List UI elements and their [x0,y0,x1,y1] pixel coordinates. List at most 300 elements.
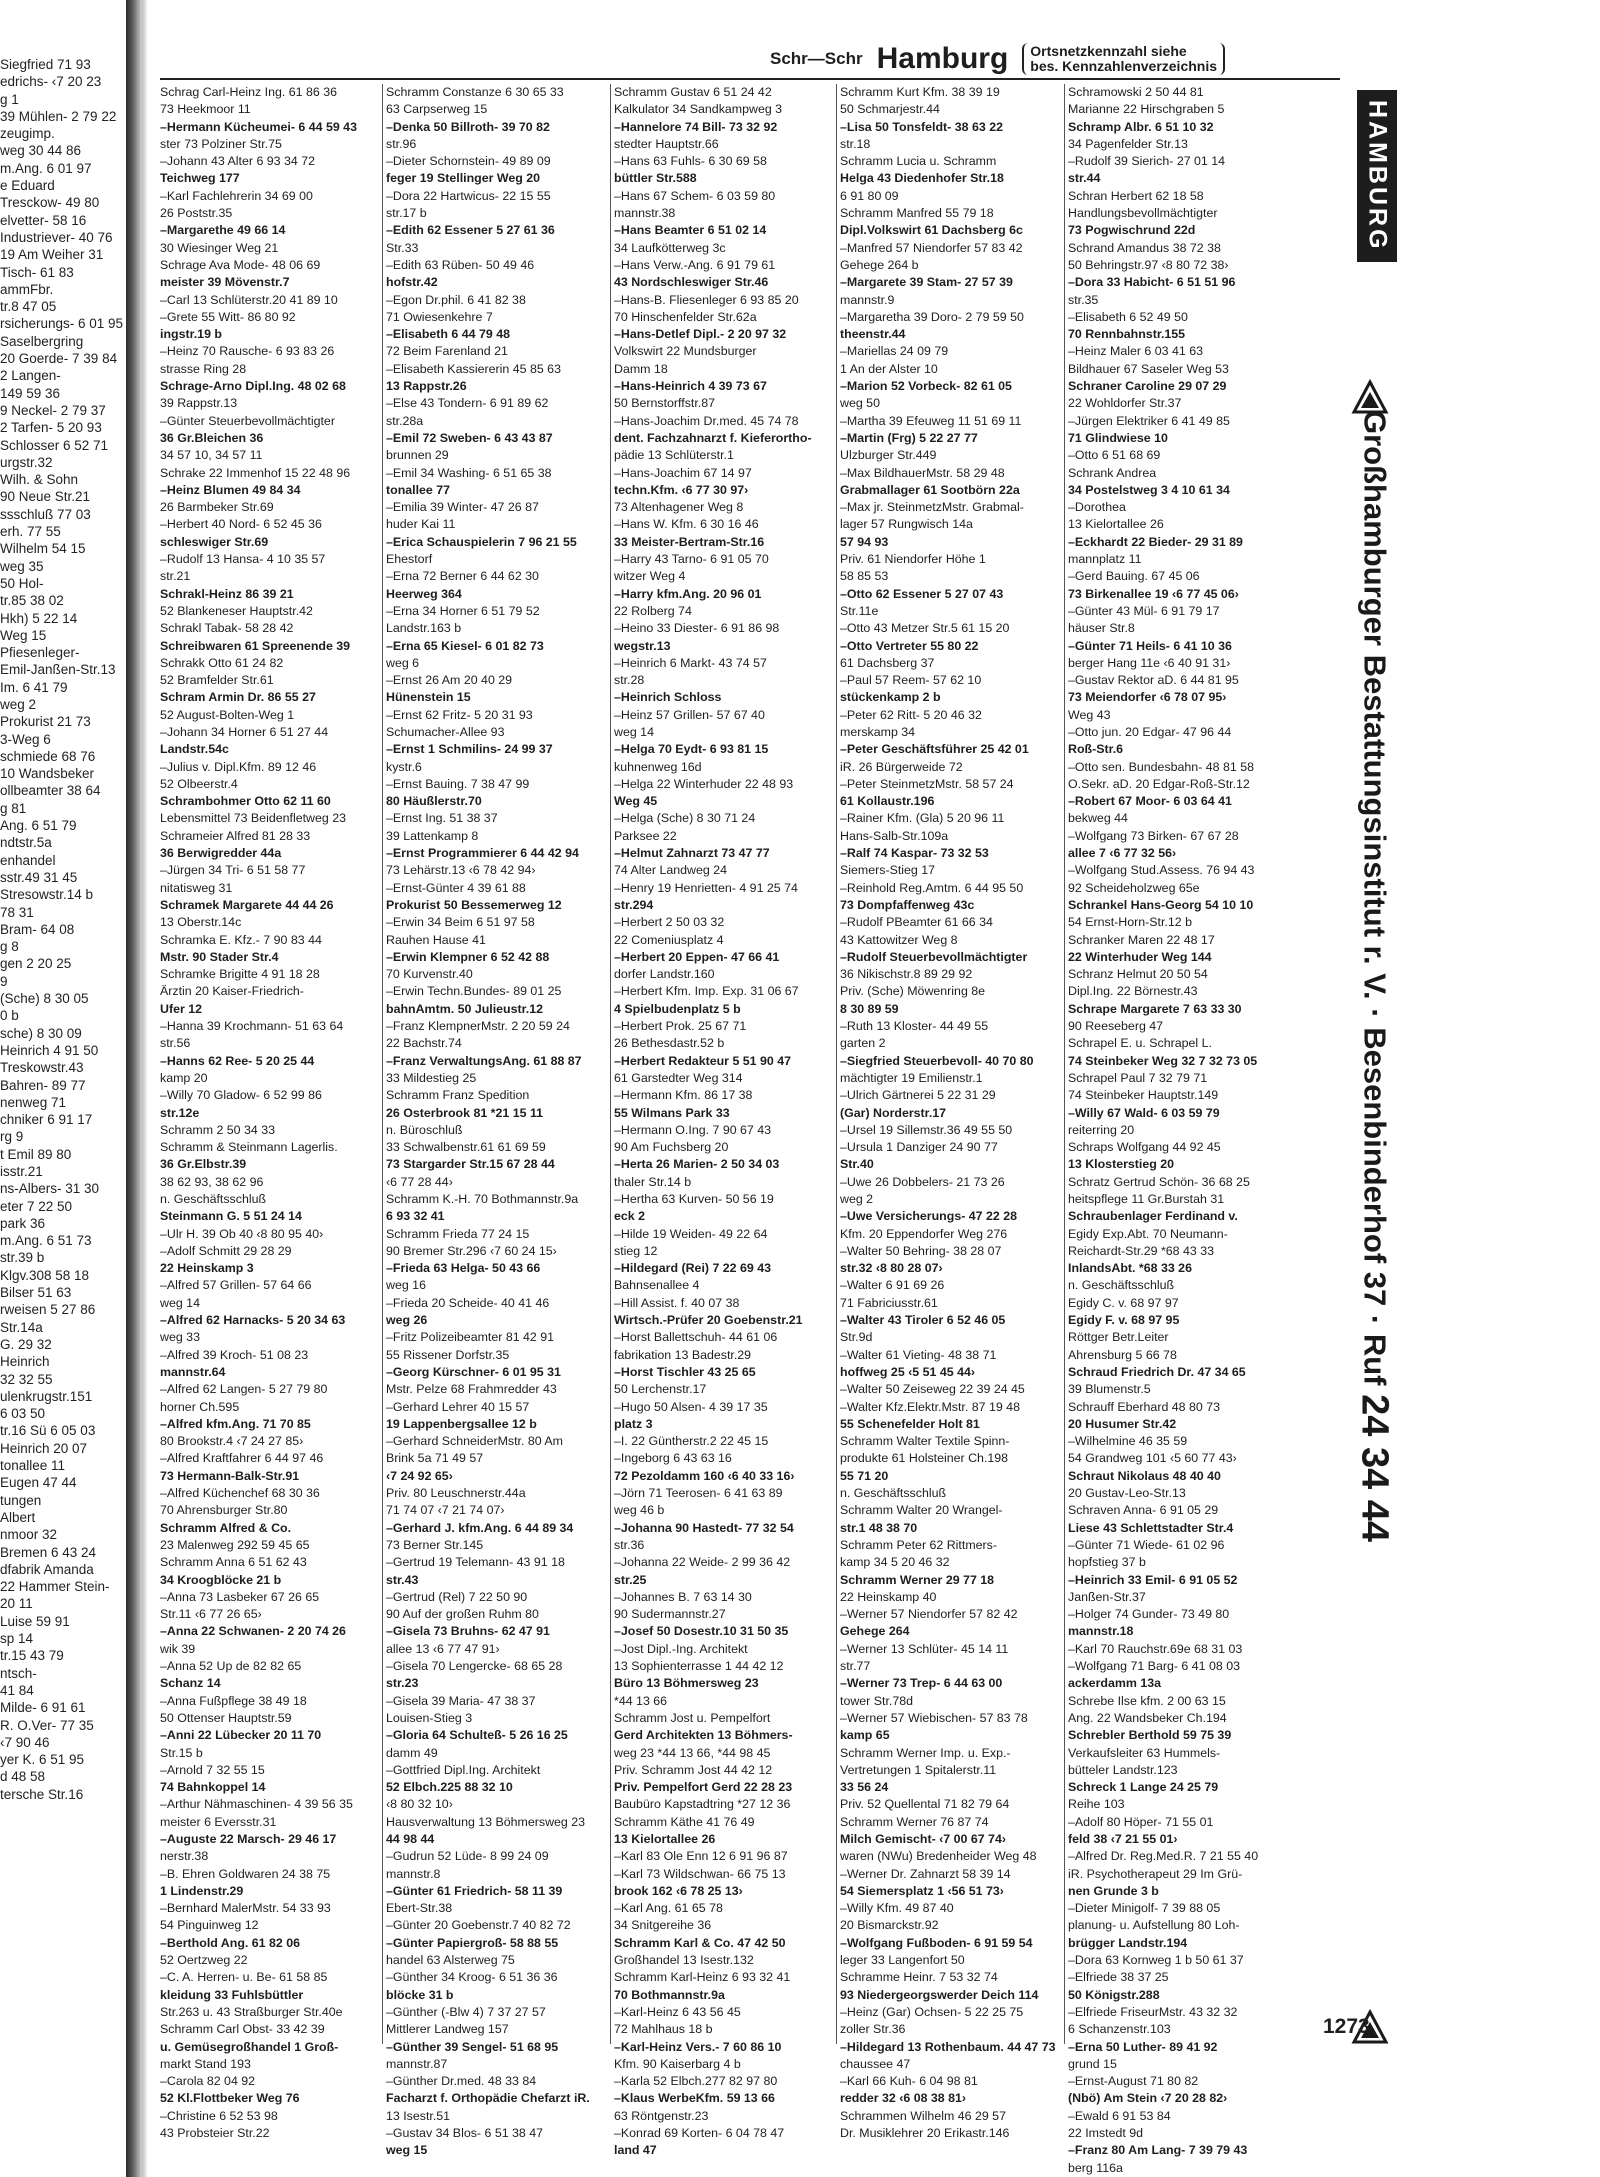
listing-entry-line: Schran Herbert 62 18 58 [1068,188,1204,203]
previous-page-line: ‹7 90 46 [0,1734,50,1750]
listing-entry-line: 44 98 44 [386,1831,435,1846]
listing-entry-line: –Bernhard MalerMstr. 54 33 93 [160,1901,331,1916]
listing-entry-line: Schramm Werner 76 87 74 [840,1814,989,1829]
listing-entry-line: hofstr.42 [386,275,438,290]
listing-entry-line: leger 33 Langenfort 50 [840,1953,965,1968]
listing-entry-line: kystr.6 [386,759,422,774]
listing-entry-line: 55 Schenefelder Holt 81 [840,1416,980,1431]
listing-entry-line: –Hildegard (Rei) 7 22 69 43 [614,1261,772,1276]
listing-entry-line: mannstr.64 [160,1364,226,1379]
listing-entry-line: –Edith 62 Essener 5 27 61 36 [386,223,555,238]
listing-entry-line: –Elisabeth Kassiererin 45 85 63 [386,361,561,376]
listing-entry-line: ingstr.19 b [160,327,222,342]
listing-entry-line: –Josef 50 Dosestr.10 31 50 35 [614,1624,789,1639]
listing-entry-line: horner Ch.595 [160,1399,240,1414]
previous-page-line: (Sche) 8 30 05 [0,991,89,1007]
column-divider [382,84,383,2044]
listing-entry-line: –Konrad 69 Korten- 6 04 78 47 [614,2126,785,2141]
listing-entry-line: Schramm Frieda 77 24 15 [386,1226,530,1241]
previous-page-line: Bahren- 89 77 [0,1077,86,1093]
listing-entry-line: produkte 61 Holsteiner Ch.198 [840,1451,1009,1466]
listing-entry-line: –Emil 72 Sweben- 6 43 43 87 [386,430,553,445]
listing-entry-line: weg 15 [386,2143,428,2158]
listing-entry-line: –Hans-Joachim Dr.med. 45 74 78 [614,413,799,428]
listing-column-1 [160,84,380,2141]
listing-entry-line: Landstr.54c [160,742,229,757]
listing-entry-line: str.12e [160,1105,200,1120]
listing-entry-line: –Anni 22 Lübecker 20 11 70 [160,1728,322,1743]
listing-entry-line: –Hugo 50 Alsen- 4 39 17 35 [614,1399,768,1414]
listing-entry-line: Schram Armin Dr. 86 55 27 [160,690,316,705]
listing-entry-line: –Hans-Heinrich 4 39 73 67 [614,379,767,394]
listing-entry-line: –Karl 83 Ole Enn 12 6 91 96 87 [614,1849,788,1864]
listing-entry-line: waren (NWu) Bredenheider Weg 48 [840,1849,1037,1864]
previous-page-line: Bremen 6 43 24 [0,1544,97,1560]
listing-entry-line: Schramm Franz Spedition [386,1088,530,1103]
listing-column-2 [386,84,608,2158]
listing-entry-line: Schrape Margarete 7 63 33 30 [1068,1001,1242,1016]
previous-page-line: tr.15 43 79 [0,1648,64,1664]
listing-entry-line: –Günther 39 Sengel- 51 68 95 [386,2039,559,2054]
listing-entry-line: Schrage Ava Mode- 48 06 69 [160,257,321,272]
listing-entry-line: str.32 ‹8 80 28 07› [840,1261,943,1276]
listing-entry-line: –Willy 70 Gladow- 6 52 99 86 [160,1088,322,1103]
listing-entry-line: –Anna 73 Lasbeker 67 26 65 [160,1589,320,1604]
listing-entry-line: –Gustav 34 Blos- 6 51 38 47 [386,2126,544,2141]
listing-entry-line: Verkaufsleiter 63 Hummels- [1068,1745,1221,1760]
listing-entry-line: strasse Ring 28 [160,361,247,376]
previous-page-line: tonallee 11 [0,1458,66,1474]
listing-entry-line: str.18 [840,136,871,151]
previous-page-line: 20 Goerde- 7 39 84 [0,351,118,367]
listing-entry-line: Prokurist 50 Bessemerweg 12 [386,897,562,912]
listing-entry-line: str.36 [614,1537,645,1552]
alphabet-range: Schr—Schr [770,49,863,68]
listing-entry-line: –Gisela 39 Maria- 47 38 37 [386,1693,536,1708]
listing-entry-line: 13 Kielortallee 26 [1068,517,1164,532]
listing-entry-line: –Günter 71 Wiede- 61 02 96 [1068,1537,1225,1552]
listing-entry-line: –Julius v. Dipl.Kfm. 89 12 46 [160,759,317,774]
listing-entry-line: 33 Meister-Bertram-Str.16 [614,534,765,549]
listing-entry-line: 71 Glindwiese 10 [1068,430,1168,445]
listing-entry-line: –Uwe Versicherungs- 47 22 28 [840,1209,1018,1224]
listing-entry-line: –Alfred kfm.Ang. 71 70 85 [160,1416,311,1431]
listing-entry-line: weg 33 [160,1330,200,1345]
listing-entry-line: –Hill Assist. f. 40 07 38 [614,1295,740,1310]
listing-entry-line: Kfm. 20 Eppendorfer Weg 276 [840,1226,1008,1241]
listing-entry-line: Schrake 22 Immenhof 15 22 48 96 [160,465,351,480]
listing-entry-line: Schratz Gertrud Schön- 36 68 25 [1068,1174,1250,1189]
header-rule [160,78,1340,80]
listing-entry-line: 70 Kurvenstr.40 [386,967,473,982]
listing-entry-line: –Horst Ballettschuh- 44 61 06 [614,1330,778,1345]
listing-entry-line: Röttger Betr.Leiter [1068,1330,1169,1345]
listing-entry-line: Schrameier Alfred 81 28 33 [160,828,311,843]
listing-entry-line: 13 Kielortallee 26 [614,1831,716,1846]
listing-entry-line: –Ernst 62 Fritz- 5 20 31 93 [386,707,533,722]
listing-entry-line: –Adolf 80 Höper- 71 55 01 [1068,1814,1214,1829]
listing-entry-line: 90 Am Fuchsberg 20 [614,1140,729,1155]
header-note-line-2: bes. Kennzahlenverzeichnis [1030,58,1218,74]
listing-entry-line: Handlungsbevollmächtigter [1068,206,1218,221]
listing-entry-line: huder Kai 11 [386,517,456,532]
listing-entry-line: 72 Beim Farenland 21 [386,344,508,359]
previous-page-line: 3-Weg 6 [0,731,51,747]
listing-entry-line: Schramm Jost u. Pempelfort [614,1710,771,1725]
listing-entry-line: 74 Alter Landweg 24 [614,863,727,878]
listing-entry-line: 50 Königstr.288 [1068,1987,1160,2002]
listing-entry-line: weg 6 [386,655,420,670]
listing-entry-line: Schrakk Otto 61 24 82 [160,655,284,670]
ad-phone-number: 24 34 44 [1353,1394,1396,1543]
listing-entry-line: –Günther 34 Kroog- 6 51 36 36 [386,1970,558,1985]
listing-entry-line: Bildhauer 67 Saseler Weg 53 [1068,361,1229,376]
listing-entry-line: Louisen-Stieg 3 [386,1710,473,1725]
listing-entry-line: 13 Rappstr.26 [386,379,467,394]
listing-entry-line: 13 Isestr.51 [386,2108,451,2123]
header-note [1022,43,1225,75]
listing-entry-line: 34 Laufkötterweg 3c [614,240,726,255]
listing-entry-line: Schrauff Eberhard 48 80 73 [1068,1399,1221,1414]
listing-entry-line: –Ulrich Gärtnerei 5 22 31 29 [840,1088,996,1103]
listing-entry-line: weg 46 b [614,1503,665,1518]
listing-entry-line: 73 Hermann-Balk-Str.91 [160,1468,300,1483]
listing-entry-line: 54 Pinguinweg 12 [160,1918,259,1933]
listing-entry-line: –Günter 43 Mül- 6 91 79 17 [1068,603,1220,618]
listing-entry-line: –Dieter Schornstein- 49 89 09 [386,154,551,169]
listing-entry-line: –Peter SteinmetzMstr. 58 57 24 [840,776,1014,791]
previous-page-line: Str.14a [0,1319,43,1335]
listing-entry-line: –Arnold 7 32 55 15 [160,1762,265,1777]
listing-entry-line: stieg 12 [614,1243,658,1258]
listing-entry-line: –Erna 34 Horner 6 51 79 52 [386,603,540,618]
listing-entry-line: –Heinz 57 Grillen- 57 67 40 [614,707,765,722]
listing-entry-line: 61 Dachsberg 37 [840,655,935,670]
listing-entry-line: 43 Probsteier Str.22 [160,2126,270,2141]
listing-entry-line: –Alfred Küchenchef 68 30 36 [160,1486,320,1501]
previous-page-line: 2 Tarfen- 5 20 93 [0,420,102,436]
listing-entry-line: garten 2 [840,1036,886,1051]
listing-entry-line: Schrakl Tabak- 58 28 42 [160,621,294,636]
listing-entry-line: Grabmallager 61 Sootbörn 22a [840,482,1020,497]
listing-entry-line: –Hanna 39 Krochmann- 51 63 64 [160,1019,344,1034]
listing-entry-line: mannstr.87 [386,2056,448,2071]
listing-entry-line: –Erna 65 Kiesel- 6 01 82 73 [386,638,544,653]
listing-entry-line: –Dorothea [1068,500,1126,515]
listing-entry-line: handel 63 Alsterweg 75 [386,1953,515,1968]
listing-entry-line: –Helga 70 Eydt- 6 93 81 15 [614,742,769,757]
listing-entry-line: tower Str.78d [840,1693,914,1708]
previous-page-line: tr.85 38 02 [0,593,64,609]
listing-entry-line: weg 2 [840,1192,874,1206]
listing-entry-line: –Herta 26 Marien- 2 50 34 03 [614,1157,780,1172]
listing-entry-line: 22 Heinskamp 3 [160,1261,254,1276]
listing-entry-line: –Lisa 50 Tonsfeldt- 38 63 22 [840,119,1003,134]
listing-entry-line: –Margarethe 49 66 14 [160,223,286,238]
listing-entry-line: –Frieda 63 Helga- 50 43 66 [386,1261,541,1276]
listing-entry-line: merskamp 34 [840,724,916,739]
listing-entry-line: –Herbert Kfm. Imp. Exp. 31 06 67 [614,984,799,999]
listing-entry-line: Kfm. 90 Kaiserbarg 4 b [614,2056,741,2071]
previous-page-line: Treskowstr.43 [0,1060,84,1076]
city-title: Hamburg [876,42,1009,75]
listing-entry-line: Schrand Amandus 38 72 38 [1068,240,1221,255]
listing-entry-line: weg 14 [614,724,654,739]
previous-page-line: Milde- 6 91 61 [0,1700,86,1716]
listing-entry-line: Egidy F. v. 68 97 95 [1068,1313,1180,1328]
listing-entry-line: 73 Lehärstr.13 ‹6 78 42 94› [386,863,536,878]
listing-entry-line: –Ernst Bauing. 7 38 47 99 [386,776,530,791]
listing-entry-line: –Günter 71 Heils- 6 41 10 36 [1068,638,1232,653]
listing-entry-line: –Gertrud (Rel) 7 22 50 90 [386,1589,528,1604]
listing-entry-line: –Erna 50 Luther- 89 41 92 [1068,2039,1218,2054]
previous-page-line: 22 Hammer Stein- [0,1579,110,1595]
previous-page-line: tr.8 47 05 [0,299,57,315]
listing-entry-line: –Eckhardt 22 Bieder- 29 31 89 [1068,534,1243,549]
listing-entry-line: hopfstieg 37 b [1068,1555,1146,1570]
listing-entry-line: 23 Malenweg 292 59 45 65 [160,1537,310,1552]
previous-page-line: yer K. 6 51 95 [0,1752,85,1768]
listing-entry-line: –Günter Papiergroß- 58 88 55 [386,1935,559,1950]
listing-entry-line: platz 3 [614,1416,653,1431]
listing-entry-line: bütteler Landstr.123 [1068,1762,1178,1777]
listing-entry-line: –Martin (Frg) 5 22 27 77 [840,430,978,445]
listing-entry-line: ‹8 80 32 10› [386,1797,453,1812]
column-divider [1064,84,1065,2044]
previous-page-line: Bilser 51 63 [0,1285,72,1301]
listing-entry-line: 54 Grandweg 101 ‹5 60 77 43› [1068,1451,1237,1466]
listing-entry-line: pädie 13 Schlüterstr.1 [614,448,734,463]
listing-entry-line: Facharzt f. Orthopädie Chefarzt iR. [386,2091,590,2106]
listing-entry-line: –Harry 43 Tarno- 6 91 05 70 [614,552,769,567]
previous-page-line: Albert [0,1509,36,1525]
listing-entry-line: –Otto 62 Essener 5 27 07 43 [840,586,1004,601]
listing-entry-line: –Dora 22 Hartwicus- 22 15 55 [386,188,551,203]
listing-entry-line: 73 Dompfaffenweg 43c [840,897,975,912]
listing-entry-line: –Adolf Schmitt 29 28 29 [160,1243,292,1258]
previous-page-line: m.Ang. 6 51 73 [0,1233,92,1249]
listing-entry-line: damm 49 [386,1745,438,1760]
listing-entry-line: Ebert-Str.38 [386,1901,453,1916]
listing-entry-line: 90 Sudermannstr.27 [614,1607,726,1622]
listing-entry-line: –Gottfried Dipl.Ing. Architekt [386,1762,541,1777]
listing-entry-line: Schanz 14 [160,1676,221,1691]
listing-entry-line: Schrambohmer Otto 62 11 60 [160,794,331,809]
listing-entry-line: 61 Garstedter Weg 314 [614,1070,743,1085]
previous-page-line: 9 Neckel- 2 79 37 [0,402,106,418]
listing-entry-line: Marianne 22 Hirschgraben 5 [1068,102,1225,117]
listing-entry-line: iR. 26 Bürgerweide 72 [840,759,963,774]
listing-entry-line: 34 Pagenfelder Str.13 [1068,136,1188,151]
listing-entry-line: –Hans-Joachim 67 14 97 [614,465,752,480]
previous-page-line: elvetter- 58 16 [0,212,87,228]
listing-entry-line: –Günther (-Blw 4) 7 37 27 57 [386,2004,546,2019]
listing-entry-line: 22 Rolberg 74 [614,603,692,618]
listing-entry-line: –Walter 61 Vieting- 48 38 71 [840,1347,997,1362]
listing-entry-line: n. Geschäftsschluß [160,1192,267,1206]
listing-entry-line: Schreibwaren 61 Spreenende 39 [160,638,351,653]
listing-entry-line: –Wolfgang 71 Barg- 6 41 08 03 [1068,1659,1240,1674]
listing-entry-line: –Walter 50 Behring- 38 28 07 [840,1243,1002,1258]
listing-entry-line: 72 Pezoldamm 160 ‹6 40 33 16› [614,1468,795,1483]
listing-entry-line: –Gerhard Lehrer 40 15 57 [386,1399,530,1414]
listing-entry-line: u. Gemüsegroßhandel 1 Groß- [160,2039,339,2054]
listing-entry-line: –Karl Fachlehrerin 34 69 00 [160,188,313,203]
listing-entry-line: –Franz 80 Am Lang- 7 39 79 43 [1068,2143,1248,2158]
listing-entry-line: –Hermann Kücheumei- 6 44 59 43 [160,119,357,134]
previous-page-line: rg 9 [0,1129,24,1145]
previous-page-line: g 81 [0,800,27,816]
listing-entry-line: Großhandel 13 Isestr.132 [614,1953,754,1968]
previous-page-line: Tisch- 61 83 [0,264,74,280]
listing-entry-line: –Ernst Ing. 51 38 37 [386,811,498,826]
listing-entry-line: 52 Oertzweg 22 [160,1953,248,1968]
listing-entry-line: str.44 [1068,171,1101,186]
listing-entry-line: Schramme Heinr. 7 53 32 74 [840,1970,998,1985]
listing-entry-line: –Elfriede FriseurMstr. 43 32 32 [1068,2004,1238,2019]
listing-entry-line: Janßen-Str.37 [1068,1589,1146,1604]
listing-entry-line: –Rudolf 13 Hansa- 4 10 35 57 [160,552,326,567]
listing-entry-line: 73 Altenhagener Weg 8 [614,500,744,515]
listing-entry-line: –Gudrun 52 Lüde- 8 99 24 09 [386,1849,549,1864]
listing-entry-line: InlandsAbt. *68 33 26 [1068,1261,1192,1276]
listing-entry-line: –Robert 67 Moor- 6 03 64 41 [1068,794,1232,809]
ad-company-name: Großhamburger Bestattungsinstitut r. V. [1357,410,1393,1000]
listing-entry-line: 50 Schmarjestr.44 [840,102,940,117]
listing-entry-line: n. Büroschluß [386,1122,463,1137]
listing-entry-line: –Hans Beamter 6 51 02 14 [614,223,767,238]
listing-entry-line: 36 Berwigredder 44a [160,846,282,861]
previous-page-line: 78 31 [0,904,34,920]
listing-entry-line: Priv. 80 Leuschnerstr.44a [386,1486,526,1501]
listing-entry-line: Dr. Musiklehrer 20 Erikastr.146 [840,2126,1010,2141]
listing-entry-line: Priv. 52 Quellental 71 82 79 64 [840,1797,1010,1812]
listing-entry-line: 73 Pogwischrund 22d [1068,223,1196,238]
listing-entry-line: 55 71 20 [840,1468,889,1483]
previous-page-line: 20 11 [0,1596,33,1612]
listing-entry-line: 90 Auf der großen Ruhm 80 [386,1607,539,1622]
listing-entry-line: Schraner Caroline 29 07 29 [1068,379,1227,394]
listing-entry-line: –Heinrich 33 Emil- 6 91 05 52 [1068,1572,1238,1587]
listing-entry-line: –Ursula 1 Danziger 24 90 77 [840,1140,998,1155]
listing-entry-line: 8 30 89 59 [840,1001,899,1016]
listing-entry-line: –Herbert 20 Eppen- 47 66 41 [614,949,780,964]
previous-page-line: 2 Langen- [0,368,61,384]
listing-entry-line: –Otto sen. Bundesbahn- 48 81 58 [1068,759,1254,774]
listing-entry-line: –Emilia 39 Winter- 47 26 87 [386,500,539,515]
listing-entry-line: Schrank Andrea [1068,465,1157,480]
listing-entry-line: witzer Weg 4 [614,569,686,584]
listing-entry-line: 6 Schanzenstr.103 [1068,2022,1171,2037]
listing-entry-line: Gehege 264 [840,1624,910,1639]
listing-entry-line: 54 Siemersplatz 1 ‹56 51 73› [840,1883,1004,1898]
listing-entry-line: Reihe 103 [1068,1797,1125,1812]
listing-entry-line: mannstr.38 [614,206,676,221]
listing-entry-line: –Heinz 70 Rausche- 6 93 83 26 [160,344,335,359]
listing-entry-line: Schramm Walter 20 Wrangel- [840,1503,1003,1518]
listing-entry-line: n. Geschäftsschluß [840,1486,947,1501]
listing-entry-line: –Erna 72 Berner 6 44 62 30 [386,569,539,584]
previous-page-line: g 8 [0,939,19,955]
listing-entry-line: 52 Olbeerstr.4 [160,776,238,791]
listing-entry-line: –Reinhold Reg.Amtm. 6 44 95 50 [840,880,1024,895]
listing-entry-line: Str.9d [840,1330,873,1345]
listing-entry-line: –Fritz Polizeibeamter 81 42 91 [386,1330,555,1345]
listing-entry-line: mannstr.8 [386,1866,441,1881]
listing-entry-line: 20 Husumer Str.42 [1068,1416,1177,1431]
page-header [770,36,1350,82]
listing-entry-line: –Manfred 57 Niendorfer 57 83 42 [840,240,1023,255]
listing-entry-line: –Werner 57 Niendorfer 57 82 42 [840,1607,1018,1622]
listing-entry-line: brügger Landstr.194 [1068,1935,1188,1950]
column-divider [836,84,837,2044]
listing-entry-line: Schramm Werner 29 77 18 [840,1572,995,1587]
previous-page-line: m.Ang. 6 01 97 [0,160,92,176]
listing-entry-line: str.56 [160,1036,191,1051]
listing-entry-line: Schramm Gustav 6 51 24 42 [614,85,772,99]
previous-page-line: rsicherungs- 6 01 95 [0,316,124,332]
listing-entry-line: Schraubenlager Ferdinand v. [1068,1209,1238,1224]
listing-entry-line: –Helga 22 Winterhuder 22 48 93 [614,776,794,791]
listing-entry-line: –Dora 63 Kornweg 1 b 50 61 37 [1068,1953,1244,1968]
listing-entry-line: Reichardt-Str.29 *68 43 33 [1068,1243,1215,1258]
listing-entry-line: –Hans-Detlef Dipl.- 2 20 97 32 [614,327,787,342]
listing-entry-line: –Hertha 63 Kurven- 50 56 19 [614,1192,774,1206]
listing-entry-line: str.28a [386,413,424,428]
previous-page-line: g 1 [0,91,19,107]
listing-entry-line: –Werner 13 Schlüter- 45 14 11 [840,1641,1009,1656]
book-gutter [126,0,142,2177]
previous-page-line: ollbeamter 38 64 [0,783,101,799]
listing-entry-line: 22 Bachstr.74 [386,1036,462,1051]
listing-entry-line: –I. 22 Güntherstr.2 22 45 15 [614,1434,769,1449]
listing-entry-line: Mstr. 90 Stader Str.4 [160,949,279,964]
ad-phone-label: Ruf [1357,1333,1393,1386]
listing-entry-line: dorfer Landstr.160 [614,967,715,982]
listing-entry-line: weg 26 [386,1313,428,1328]
listing-entry-line: –Dieter Minigolf- 7 39 88 05 [1068,1901,1221,1916]
listing-entry-line: Schrammen Wilhelm 46 29 57 [840,2108,1006,2123]
listing-entry-line: 6 93 32 41 [386,1209,445,1224]
listing-entry-line: –Ewald 6 91 53 84 [1068,2108,1171,2123]
listing-entry-line: bahnAmtm. 50 Julieustr.12 [386,1001,544,1016]
listing-entry-line: –Heinz (Gar) Ochsen- 5 22 25 75 [840,2004,1024,2019]
listing-entry-line: Heerweg 364 [386,586,462,601]
listing-entry-line: techn.Kfm. ‹6 77 30 97› [614,482,749,497]
listing-entry-line: Schrebler Berthold 59 75 39 [1068,1728,1232,1743]
previous-page-line: Heinrich [0,1354,50,1370]
listing-entry-line: Liese 43 Schlettstadter Str.4 [1068,1520,1234,1535]
listing-entry-line: –Heinrich 6 Markt- 43 74 57 [614,655,767,670]
listing-entry-line: mannstr.18 [1068,1624,1134,1639]
listing-entry-line: ster 73 Polziner Str.75 [160,136,282,151]
previous-page-line: Saselbergring [0,333,84,349]
listing-entry-line: 74 Steinbeker Weg 32 7 32 73 05 [1068,1053,1258,1068]
listing-entry-line: allee 13 ‹6 77 47 91› [386,1641,500,1656]
listing-entry-line: –Herbert 2 50 03 32 [614,915,725,930]
listing-entry-line: Parksee 22 [614,828,677,843]
listing-entry-line: 33 Schwalbenstr.61 61 69 59 [386,1140,546,1155]
listing-entry-line: –Jost Dipl.-Ing. Architekt [614,1641,748,1656]
listing-entry-line: –Horst Tischler 43 25 65 [614,1364,756,1379]
listing-entry-line: str.43 [386,1572,419,1587]
listing-entry-line: Schramm Karl-Heinz 6 93 32 41 [614,1970,791,1985]
listing-entry-line: Mittlerer Landweg 157 [386,2022,509,2037]
listing-entry-line: Weg 45 [614,794,658,809]
listing-entry-line: –Hilde 19 Weiden- 49 22 64 [614,1226,768,1241]
listing-entry-line: nen Grunde 3 b [1068,1883,1159,1898]
listing-entry-line: 34 Kroogblöcke 21 b [160,1572,282,1587]
